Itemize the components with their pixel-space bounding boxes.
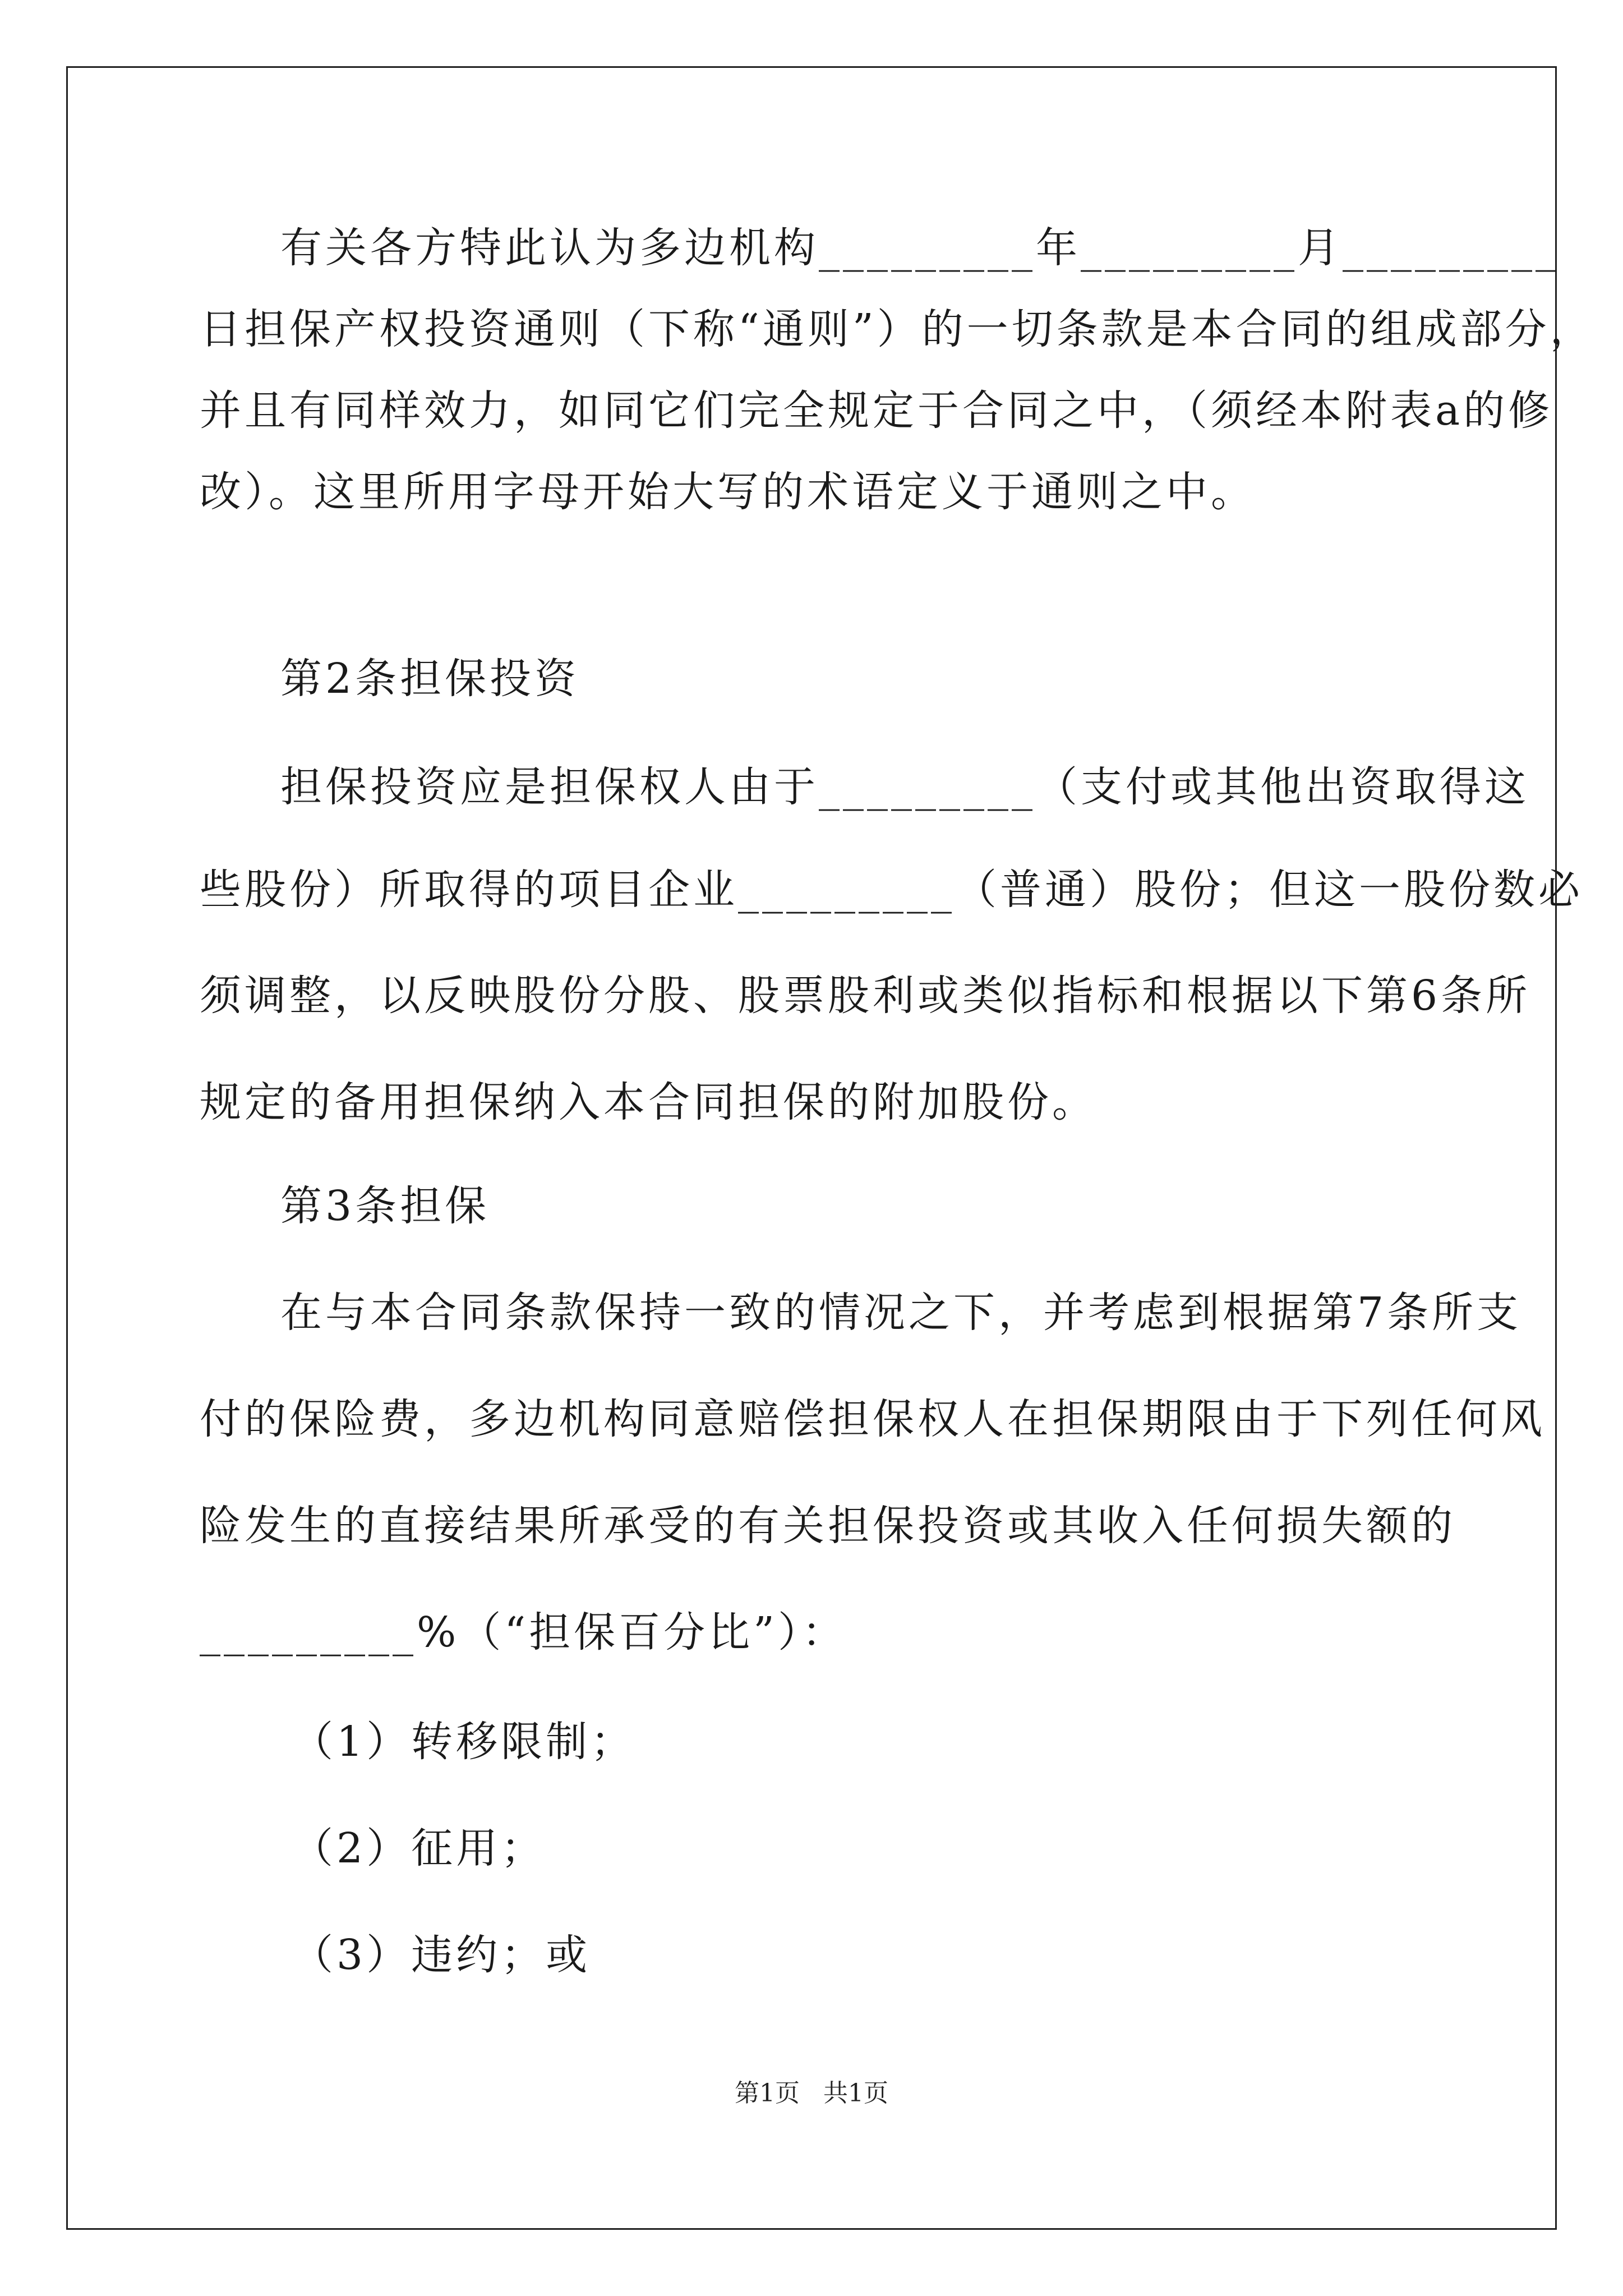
paragraph-line: 在与本合同条款保持一致的情况之下，并考虑到根据第7条所支 — [280, 1289, 1522, 1337]
page-number: 第1页 共1页 — [735, 2079, 888, 2108]
paragraph-line: 规定的备用担保纳入本合同担保的附加股份。 — [200, 1078, 1097, 1126]
section-heading: 第3条担保 — [280, 1182, 490, 1230]
paragraph-line: 有关各方特此认为多边机构_________年_________月_________ — [280, 224, 1560, 272]
paragraph-line: 日担保产权投资通则（下称“通则”）的一切条款是本合同的组成部分， — [200, 305, 1595, 353]
list-item: （2）征用； — [292, 1824, 546, 1872]
paragraph-line: 险发生的直接结果所承受的有关担保投资或其收入任何损失额的 — [200, 1502, 1456, 1550]
paragraph-line: _________%（“担保百分比”）： — [200, 1608, 847, 1657]
paragraph-line: 付的保险费，多边机构同意赔偿担保权人在担保期限由于下列任何风 — [200, 1395, 1546, 1443]
paragraph-line: 些股份）所取得的项目企业_________（普通）股份；但这一股份数必 — [200, 866, 1583, 914]
list-item: （1）转移限制； — [292, 1718, 636, 1766]
paragraph-line: 须调整，以反映股份分股、股票股利或类似指标和根据以下第6条所 — [200, 972, 1531, 1020]
list-item: （3）违约；或 — [292, 1931, 591, 1979]
paragraph-line: 改）。这里所用字母开始大写的术语定义于通则之中。 — [200, 468, 1256, 516]
paragraph-line: 担保投资应是担保权人由于_________（支付或其他出资取得这 — [280, 763, 1529, 811]
paragraph-line: 并且有同样效力，如同它们完全规定于合同之中，（须经本附表a的修 — [200, 386, 1553, 435]
section-heading: 第2条担保投资 — [280, 655, 580, 703]
